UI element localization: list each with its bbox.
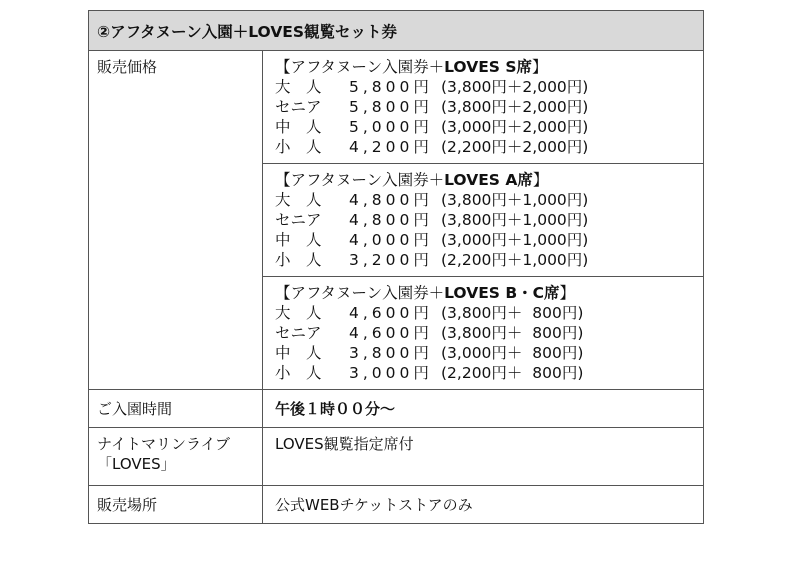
price-breakdown: (2,200円＋ 800円): [441, 364, 584, 382]
price-category: 大 人: [275, 191, 322, 209]
price-breakdown: (3,000円＋1,000円): [441, 231, 589, 249]
table-header-row: [89, 11, 704, 51]
price-breakdown: (2,200円＋1,000円): [441, 251, 589, 269]
price-line: [269, 190, 703, 210]
price-line: [269, 250, 703, 270]
live-row: [89, 428, 704, 486]
price-line: [269, 77, 703, 97]
price-block-title: [275, 170, 703, 190]
title-suffix: 】: [559, 284, 576, 302]
price-line: [269, 210, 703, 230]
price-amount: 5,000円: [349, 118, 433, 136]
venue-label: 販売場所: [89, 486, 263, 524]
price-breakdown: (3,800円＋ 800円): [441, 324, 584, 342]
price-category: 大 人: [275, 304, 322, 322]
price-category: 小 人: [275, 364, 322, 382]
title-suffix: 】: [532, 58, 548, 76]
price-line: [269, 303, 703, 323]
title-seat: LOVES S席: [444, 58, 533, 76]
price-category: 中 人: [275, 231, 322, 249]
price-breakdown: (3,000円＋ 800円): [441, 344, 584, 362]
price-row-s: [89, 51, 704, 164]
price-line: [269, 343, 703, 363]
price-block-title: [275, 283, 703, 303]
price-breakdown: (3,000円＋2,000円): [441, 118, 589, 136]
venue-value: 公式WEBチケットストアのみ: [263, 486, 704, 524]
price-amount: 4,600円: [349, 324, 433, 342]
price-category: 小 人: [275, 138, 322, 156]
price-breakdown: (3,800円＋1,000円): [441, 191, 589, 209]
price-label: 販売価格: [89, 51, 263, 390]
price-block: [269, 277, 703, 389]
entry-time-label: ご入園時間: [89, 390, 263, 428]
price-block-s: [263, 51, 704, 164]
price-breakdown: (3,800円＋2,000円): [441, 98, 589, 116]
price-amount: 4,200円: [349, 138, 433, 156]
title-suffix: 】: [532, 171, 549, 189]
price-category: セニア: [275, 98, 322, 116]
price-block-a: [263, 164, 704, 277]
price-breakdown: (3,800円＋1,000円): [441, 211, 589, 229]
live-label-line1: ナイトマリンライブ: [97, 435, 231, 453]
price-amount: 4,800円: [349, 191, 433, 209]
title-seat: LOVES B・C席: [444, 284, 560, 302]
price-amount: 3,000円: [349, 364, 433, 382]
price-category: 中 人: [275, 344, 322, 362]
price-amount: 4,800円: [349, 211, 433, 229]
ticket-table: [88, 10, 704, 524]
price-line: [269, 97, 703, 117]
price-block-title: [275, 57, 703, 77]
price-line: [269, 363, 703, 383]
price-amount: 5,800円: [349, 98, 433, 116]
price-category: 小 人: [275, 251, 322, 269]
price-breakdown: (2,200円＋2,000円): [441, 138, 589, 156]
price-amount: 4,000円: [349, 231, 433, 249]
table-title: ②アフタヌーン入園＋LOVES観覧セット券: [89, 11, 704, 51]
price-breakdown: (3,800円＋2,000円): [441, 78, 589, 96]
title-prefix: 【アフタヌーン入園券＋: [275, 58, 445, 76]
price-line: [269, 323, 703, 343]
price-category: セニア: [275, 211, 322, 229]
live-value: LOVES観覧指定席付: [263, 428, 704, 486]
price-amount: 3,800円: [349, 344, 433, 362]
price-block-bc: [263, 277, 704, 390]
price-block: [269, 51, 703, 163]
price-category: セニア: [275, 324, 322, 342]
venue-row: [89, 486, 704, 524]
price-line: [269, 230, 703, 250]
price-amount: 3,200円: [349, 251, 433, 269]
live-label: [89, 428, 263, 486]
price-category: 中 人: [275, 118, 322, 136]
price-amount: 5,800円: [349, 78, 433, 96]
title-seat: LOVES A席: [444, 171, 533, 189]
price-block: [269, 164, 703, 276]
live-label-line2: 「LOVES」: [97, 455, 176, 473]
title-prefix: 【アフタヌーン入園券＋: [275, 284, 445, 302]
price-category: 大 人: [275, 78, 322, 96]
entry-time-row: [89, 390, 704, 428]
price-line: [269, 137, 703, 157]
price-amount: 4,600円: [349, 304, 433, 322]
price-breakdown: (3,800円＋ 800円): [441, 304, 584, 322]
title-prefix: 【アフタヌーン入園券＋: [275, 171, 445, 189]
price-line: [269, 117, 703, 137]
entry-time-value: 午後１時００分～: [263, 390, 704, 428]
